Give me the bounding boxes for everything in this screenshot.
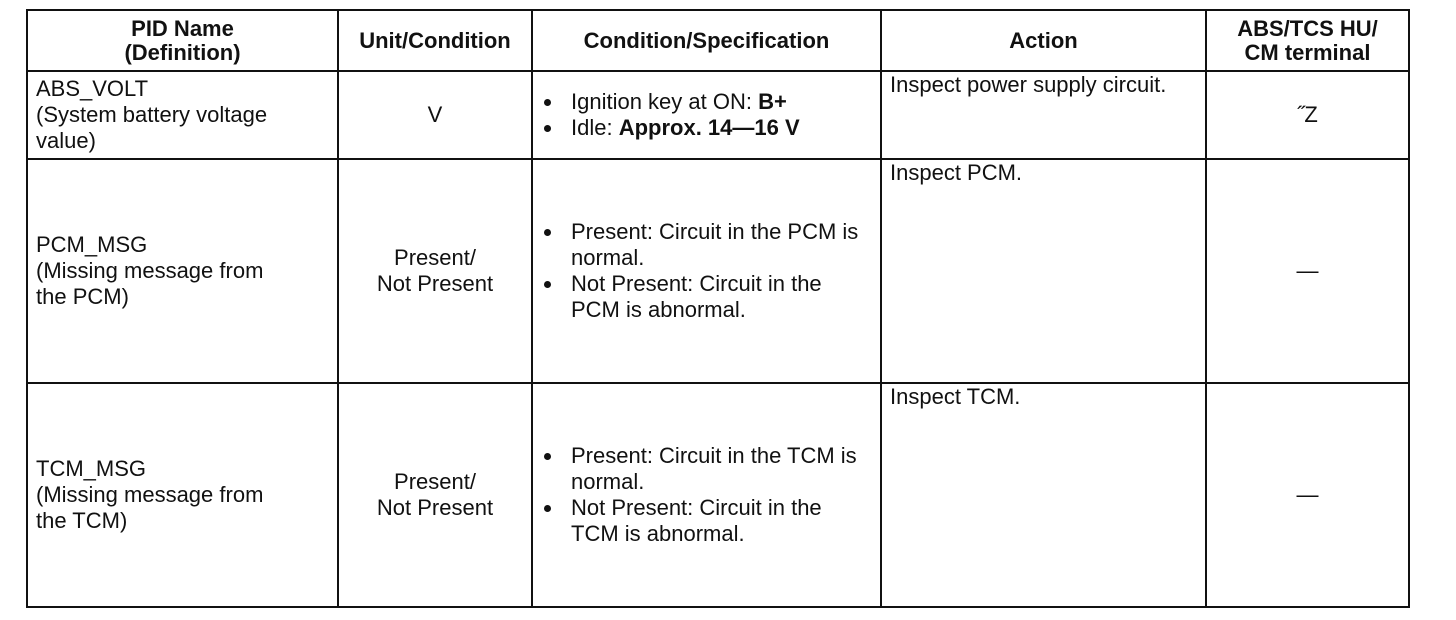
spec-item: Not Present: Circuit in the TCM is abnormal. — [541, 495, 872, 547]
pid-name: PCM_MSG — [36, 232, 148, 257]
spec-list — [541, 219, 872, 323]
pid-definition: (Missing message from the PCM) — [36, 258, 264, 309]
pid-table — [26, 9, 1410, 608]
header-row — [27, 10, 1409, 71]
unit-cell — [338, 383, 532, 607]
spec-list — [541, 443, 872, 547]
terminal-cell: — — [1206, 159, 1409, 383]
table-row — [27, 159, 1409, 383]
table-header — [27, 10, 1409, 71]
terminal-cell: ˝Z — [1206, 71, 1409, 159]
spec-cell — [532, 383, 881, 607]
header-pid-name — [27, 10, 338, 71]
pid-name: ABS_VOLT — [36, 76, 149, 101]
header-pid-name-line1: PID Name — [131, 15, 234, 41]
spec-item: Present: Circuit in the TCM is normal. — [541, 443, 872, 495]
unit-text: Present/ Not Present — [376, 469, 494, 520]
pid-name: TCM_MSG — [36, 456, 146, 481]
pid-definition: (Missing message from the TCM) — [36, 482, 264, 533]
table-row — [27, 383, 1409, 607]
table-body — [27, 71, 1409, 607]
spec-item — [541, 115, 872, 141]
table-row — [27, 71, 1409, 159]
pid-cell — [27, 71, 338, 159]
header-terminal — [1206, 10, 1409, 71]
spec-item: Present: Circuit in the PCM is normal. — [541, 219, 872, 271]
spec-item: Not Present: Circuit in the PCM is abnormal. — [541, 271, 872, 323]
action-cell: Inspect power supply circuit. — [881, 71, 1206, 159]
unit-text: V — [427, 102, 443, 127]
header-unit-condition: Unit/Condition — [338, 10, 532, 71]
spec-label: Ignition key at ON: — [571, 89, 759, 114]
spec-list — [541, 89, 872, 141]
spec-value: Approx. 14—16 V — [618, 115, 800, 140]
spec-cell — [532, 159, 881, 383]
unit-cell — [338, 71, 532, 159]
header-terminal-line1: ABS/TCS HU/ — [1237, 15, 1378, 41]
header-pid-name-line2: (Definition) — [124, 39, 241, 65]
header-condition-specification: Condition/Specification — [532, 10, 881, 71]
action-cell: Inspect PCM. — [881, 159, 1206, 383]
spec-label: Idle: — [571, 115, 619, 140]
pid-cell — [27, 159, 338, 383]
terminal-cell: — — [1206, 383, 1409, 607]
action-cell: Inspect TCM. — [881, 383, 1206, 607]
pid-definition: (System battery voltage value) — [36, 102, 268, 153]
spec-item — [541, 89, 872, 115]
spec-cell — [532, 71, 881, 159]
pid-cell — [27, 383, 338, 607]
spec-value: B+ — [758, 89, 787, 114]
unit-cell — [338, 159, 532, 383]
unit-text: Present/ Not Present — [376, 245, 494, 296]
header-action: Action — [881, 10, 1206, 71]
header-terminal-line2: CM terminal — [1244, 39, 1371, 65]
